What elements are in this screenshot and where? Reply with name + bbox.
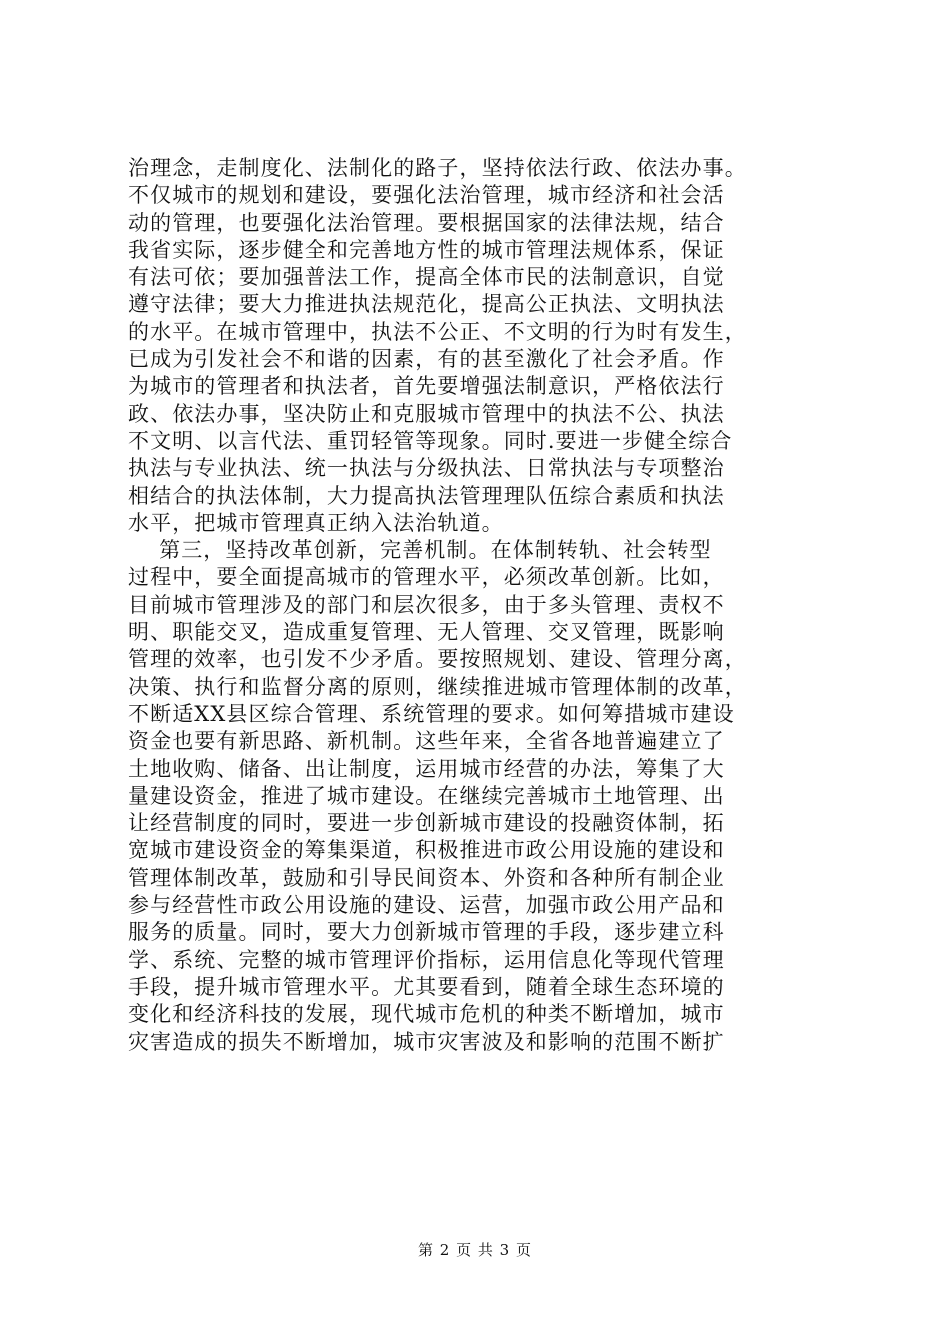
document-body (128, 155, 828, 1056)
text-line: 管理体制改革，鼓励和引导民间资本、外资和各种所有制企业 (128, 865, 725, 890)
text-line: 宽城市建设资金的筹集渠道，积极推进市政公用设施的建设和 (128, 838, 725, 863)
text-line: 第三，坚持改革创新，完善机制。在体制转轨、社会转型 (128, 538, 712, 563)
text-line: 水平，把城市管理真正纳入法治轨道。 (128, 510, 504, 535)
text-line: 量建设资金，推进了城市建设。在继续完善城市土地管理、出 (128, 783, 725, 808)
text-line: 我省实际，逐步健全和完善地方性的城市管理法规体系，保证 (128, 237, 725, 262)
text-line: 动的管理，也要强化法治管理。要根据国家的法律法规，结合 (128, 210, 725, 235)
page-footer: 第 2 页 共 3 页 (418, 1241, 532, 1259)
text-line: 为城市的管理者和执法者，首先要增强法制意识，严格依法行 (128, 374, 725, 399)
text-line: 的水平。在城市管理中，执法不公正、不文明的行为时有发生， (128, 319, 747, 344)
text-line: 灾害造成的损失不断增加，城市灾害波及和影响的范围不断扩 (128, 1029, 725, 1054)
text-line: 遵守法律；要大力推进执法规范化，提高公正执法、文明执法 (128, 292, 725, 317)
text-line: 相结合的执法体制，大力提高执法管理理队伍综合素质和执法 (128, 483, 725, 508)
text-line: 明、职能交叉，造成重复管理、无人管理、交叉管理，既影响 (128, 620, 725, 645)
text-line: 学、系统、完整的城市管理评价指标，运用信息化等现代管理 (128, 947, 725, 972)
text-line: 已成为引发社会不和谐的因素，有的甚至激化了社会矛盾。作 (128, 347, 725, 372)
text-line: 参与经营性市政公用设施的建设、运营，加强市政公用产品和 (128, 893, 725, 918)
text-line: 执法与专业执法、统一执法与分级执法、日常执法与专项整治 (128, 456, 725, 481)
text-line: 不仅城市的规划和建设，要强化法治管理，城市经济和社会活 (128, 183, 725, 208)
text-line: 决策、执行和监督分离的原则，继续推进城市管理体制的改革， (128, 674, 747, 699)
text-line: 政、依法办事，坚决防止和克服城市管理中的执法不公、执法 (128, 401, 725, 426)
text-line: 服务的质量。同时，要大力创新城市管理的手段，逐步建立科 (128, 920, 725, 945)
text-line: 资金也要有新思路、新机制。这些年来，全省各地普遍建立了 (128, 729, 725, 754)
text-line: 不文明、以言代法、重罚轻管等现象。同时.要进一步健全综合 (128, 428, 733, 453)
text-line: 治理念，走制度化、法制化的路子，坚持依法行政、依法办事。 (128, 156, 747, 180)
text-line: 变化和经济科技的发展，现代城市危机的种类不断增加，城市 (128, 1002, 725, 1027)
text-line: 土地收购、储备、出让制度，运用城市经营的办法，筹集了大 (128, 756, 725, 781)
text-line: 手段，提升城市管理水平。尤其要看到，随着全球生态环境的 (128, 974, 725, 999)
text-line: 有法可依；要加强普法工作，提高全体市民的法制意识，自觉 (128, 265, 725, 290)
text-line: 让经营制度的同时，要进一步创新城市建设的投融资体制，拓 (128, 811, 725, 836)
text-line: 不断适XX县区综合管理、系统管理的要求。如何筹措城市建设 (128, 701, 735, 726)
text-line: 目前城市管理涉及的部门和层次很多，由于多头管理、责权不 (128, 592, 725, 617)
text-line: 过程中，要全面提高城市的管理水平，必须改革创新。比如， (128, 565, 725, 590)
text-line: 管理的效率，也引发不少矛盾。要按照规划、建设、管理分离， (128, 647, 747, 672)
